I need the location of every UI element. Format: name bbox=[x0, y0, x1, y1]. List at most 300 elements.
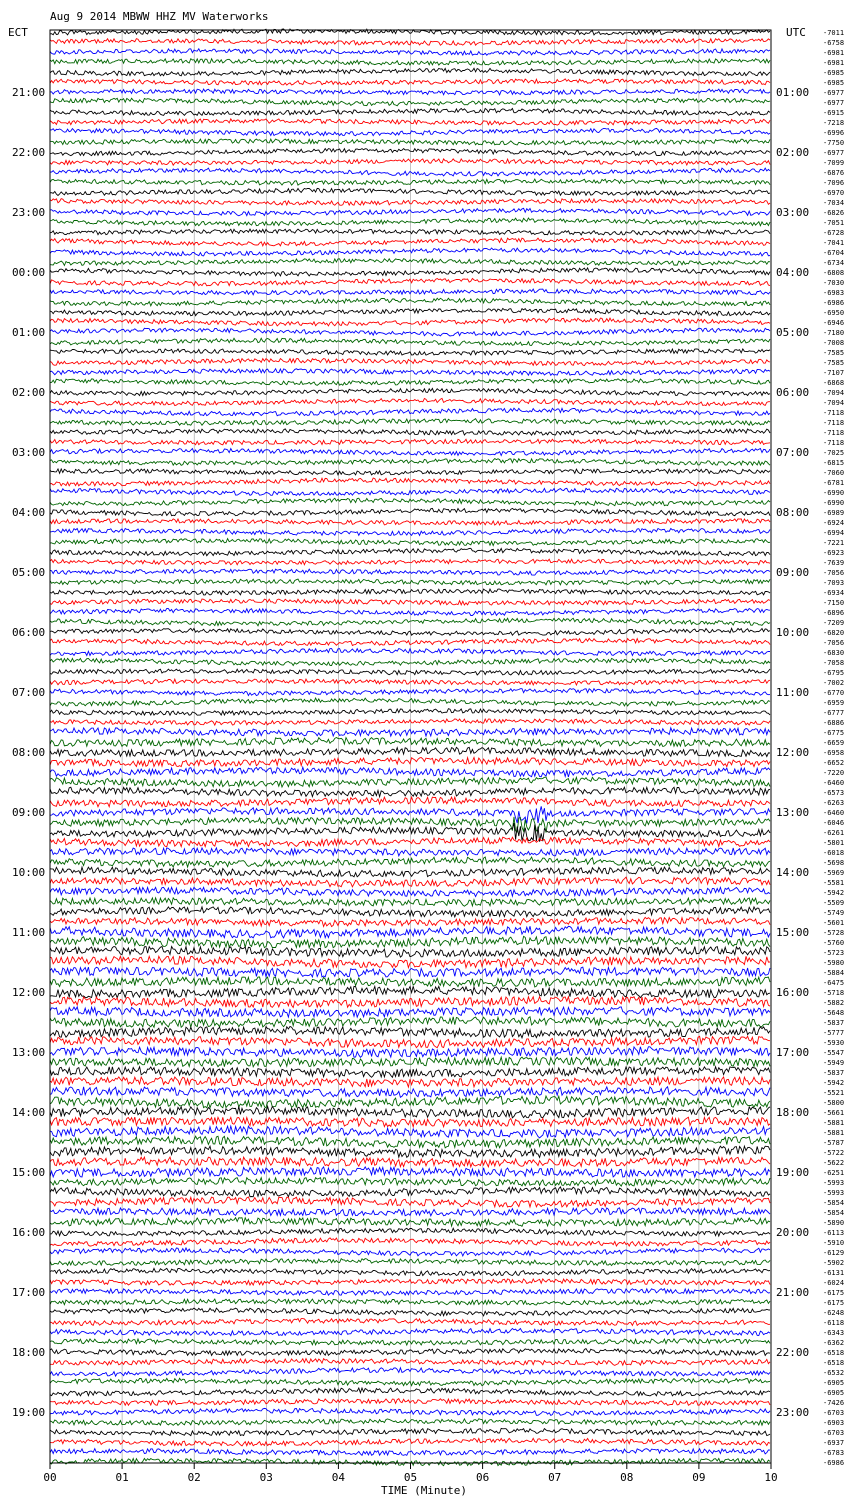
trace-line bbox=[50, 529, 770, 536]
trace-line bbox=[50, 1299, 770, 1305]
left-hour-label: 14:00 bbox=[12, 1106, 46, 1119]
x-tick-label: 05 bbox=[403, 1471, 418, 1484]
trace-value-label: -5980 bbox=[823, 959, 845, 967]
chart-title: Aug 9 2014 MBWW HHZ MV Waterworks bbox=[50, 10, 269, 23]
trace-value-label: -5622 bbox=[823, 1159, 845, 1167]
trace-line bbox=[50, 1449, 770, 1456]
trace-line bbox=[50, 1438, 770, 1446]
trace-value-label: -7107 bbox=[823, 369, 845, 377]
trace-line bbox=[50, 218, 770, 226]
trace-line bbox=[50, 338, 770, 345]
trace-value-label: -6795 bbox=[823, 669, 845, 677]
trace-value-label: -5854 bbox=[823, 1199, 845, 1207]
trace-line bbox=[50, 109, 770, 116]
right-hour-label: 21:00 bbox=[776, 1286, 810, 1299]
right-hour-label: 05:00 bbox=[776, 326, 810, 339]
trace-line bbox=[50, 1339, 770, 1345]
trace-value-label: -6781 bbox=[823, 479, 845, 487]
trace-line bbox=[50, 279, 770, 286]
left-hour-label: 11:00 bbox=[12, 926, 46, 939]
trace-value-label: -5718 bbox=[823, 989, 845, 997]
right-hour-label: 04:00 bbox=[776, 266, 810, 279]
trace-line bbox=[50, 936, 770, 947]
trace-value-label: -5648 bbox=[823, 1009, 845, 1017]
trace-line bbox=[50, 857, 770, 867]
trace-value-label: -6868 bbox=[823, 379, 845, 387]
trace-line bbox=[50, 1259, 770, 1266]
trace-line bbox=[50, 877, 770, 887]
trace-value-label: -6989 bbox=[823, 509, 845, 517]
trace-line bbox=[50, 328, 770, 336]
trace-value-label: -7118 bbox=[823, 429, 845, 437]
trace-value-label: -6734 bbox=[823, 259, 845, 267]
trace-line bbox=[50, 1087, 770, 1098]
x-tick-label: 00 bbox=[43, 1471, 57, 1484]
trace-value-label: -6958 bbox=[823, 749, 845, 757]
left-hour-label: 03:00 bbox=[12, 446, 46, 459]
trace-line bbox=[50, 956, 770, 967]
trace-value-label: -5910 bbox=[823, 1239, 845, 1247]
left-hour-label: 16:00 bbox=[12, 1226, 46, 1239]
trace-value-label: -6532 bbox=[823, 1369, 845, 1377]
trace-value-label: -7585 bbox=[823, 349, 845, 357]
trace-line bbox=[50, 1349, 770, 1356]
trace-line bbox=[50, 439, 770, 445]
trace-line bbox=[50, 569, 770, 575]
trace-line bbox=[50, 1146, 770, 1157]
trace-value-label: -6518 bbox=[823, 1349, 845, 1357]
trace-line bbox=[50, 359, 770, 366]
trace-line bbox=[50, 308, 770, 315]
trace-value-label: -6783 bbox=[823, 1449, 845, 1457]
trace-value-label: -6659 bbox=[823, 739, 845, 747]
trace-line bbox=[50, 1057, 770, 1067]
trace-value-label: -6986 bbox=[823, 1459, 845, 1467]
trace-value-label: -5661 bbox=[823, 1109, 845, 1117]
x-tick-label: 09 bbox=[692, 1471, 706, 1484]
trace-value-label: -7220 bbox=[823, 769, 845, 777]
trace-value-label: -6815 bbox=[823, 459, 845, 467]
trace-value-label: -5837 bbox=[823, 1019, 845, 1027]
trace-line bbox=[50, 689, 770, 696]
trace-line bbox=[50, 1359, 770, 1366]
trace-line bbox=[50, 837, 770, 846]
left-hour-label: 09:00 bbox=[12, 806, 46, 819]
trace-value-label: -6905 bbox=[823, 1389, 845, 1397]
trace-line bbox=[50, 728, 770, 736]
trace-value-label: -5837 bbox=[823, 1069, 845, 1077]
trace-line bbox=[50, 98, 770, 106]
trace-line bbox=[50, 589, 770, 595]
trace-line bbox=[50, 519, 770, 525]
trace-line bbox=[50, 669, 770, 675]
trace-line bbox=[50, 1096, 770, 1108]
trace-line bbox=[50, 1329, 770, 1336]
trace-line bbox=[50, 1136, 770, 1148]
trace-line bbox=[50, 817, 770, 833]
right-hour-label: 18:00 bbox=[776, 1106, 810, 1119]
trace-value-label: -6959 bbox=[823, 699, 845, 707]
trace-line bbox=[50, 1419, 770, 1426]
trace-line bbox=[50, 179, 770, 185]
trace-value-label: -6820 bbox=[823, 629, 845, 637]
trace-value-label: -6113 bbox=[823, 1229, 845, 1237]
trace-value-label: -5722 bbox=[823, 1149, 845, 1157]
trace-value-label: -5942 bbox=[823, 1079, 845, 1087]
trace-line bbox=[50, 848, 770, 856]
trace-value-label: -6903 bbox=[823, 1419, 845, 1427]
trace-value-label: -7118 bbox=[823, 439, 845, 447]
trace-line bbox=[50, 548, 770, 555]
trace-value-label: -6985 bbox=[823, 69, 845, 77]
right-hour-label: 01:00 bbox=[776, 86, 810, 99]
trace-line bbox=[50, 1208, 770, 1216]
trace-line bbox=[50, 238, 770, 246]
trace-line bbox=[50, 268, 770, 276]
trace-value-label: -7218 bbox=[823, 119, 845, 127]
left-hour-label: 21:00 bbox=[12, 86, 46, 99]
trace-value-label: -5509 bbox=[823, 899, 845, 907]
trace-line bbox=[50, 208, 770, 216]
trace-line bbox=[50, 579, 770, 585]
right-hour-label: 14:00 bbox=[776, 866, 810, 879]
right-hour-label: 09:00 bbox=[776, 566, 810, 579]
trace-line bbox=[50, 388, 770, 395]
trace-line bbox=[50, 369, 770, 376]
x-tick-label: 07 bbox=[548, 1471, 562, 1484]
trace-value-label: -6946 bbox=[823, 319, 845, 327]
trace-line bbox=[50, 1126, 770, 1138]
trace-line bbox=[50, 119, 770, 125]
trace-line bbox=[50, 539, 770, 546]
trace-value-label: -6518 bbox=[823, 1359, 845, 1367]
trace-value-label: -7585 bbox=[823, 359, 845, 367]
trace-line bbox=[50, 1388, 770, 1396]
trace-line bbox=[50, 977, 770, 987]
trace-value-label: -6905 bbox=[823, 1379, 845, 1387]
trace-value-label: -7058 bbox=[823, 659, 845, 667]
trace-line bbox=[50, 618, 770, 626]
trace-line bbox=[50, 79, 770, 85]
trace-value-label: -7011 bbox=[823, 29, 845, 37]
trace-value-label: -6251 bbox=[823, 1169, 845, 1177]
trace-value-label: -7118 bbox=[823, 409, 845, 417]
trace-value-label: -5698 bbox=[823, 859, 845, 867]
trace-value-label: -6704 bbox=[823, 249, 845, 257]
left-hour-label: 12:00 bbox=[12, 986, 46, 999]
x-tick-label: 03 bbox=[259, 1471, 273, 1484]
trace-value-label: -5581 bbox=[823, 879, 845, 887]
trace-value-label: -6703 bbox=[823, 1409, 845, 1417]
trace-value-label: -5902 bbox=[823, 1259, 845, 1267]
trace-line bbox=[50, 1399, 770, 1406]
x-tick-label: 01 bbox=[115, 1471, 129, 1484]
trace-value-label: -6261 bbox=[823, 829, 845, 837]
trace-line bbox=[50, 777, 770, 787]
trace-line bbox=[50, 1428, 770, 1435]
trace-value-label: -6896 bbox=[823, 609, 845, 617]
trace-value-label: -6362 bbox=[823, 1339, 845, 1347]
trace-line bbox=[50, 349, 770, 355]
trace-line bbox=[50, 698, 770, 706]
seismic-traces bbox=[50, 29, 770, 1466]
x-axis-ticks bbox=[50, 1463, 771, 1469]
trace-value-label: -6950 bbox=[823, 309, 845, 317]
trace-value-label: -5787 bbox=[823, 1139, 845, 1147]
trace-line bbox=[50, 188, 770, 195]
trace-value-label: -7002 bbox=[823, 679, 845, 687]
trace-value-label: -6175 bbox=[823, 1299, 845, 1307]
trace-line bbox=[50, 1319, 770, 1326]
trace-line bbox=[50, 609, 770, 616]
trace-line bbox=[50, 459, 770, 466]
trace-value-label: -7426 bbox=[823, 1399, 845, 1407]
trace-line bbox=[50, 907, 770, 917]
trace-value-label: -5993 bbox=[823, 1179, 845, 1187]
trace-value-label: -7060 bbox=[823, 469, 845, 477]
left-timezone-label: ECT bbox=[8, 26, 28, 39]
trace-line bbox=[50, 478, 770, 486]
trace-line bbox=[50, 1017, 770, 1028]
trace-line bbox=[50, 1117, 770, 1127]
trace-line bbox=[50, 649, 770, 656]
trace-line bbox=[50, 1007, 770, 1017]
trace-value-label: -7093 bbox=[823, 579, 845, 587]
trace-line bbox=[50, 1047, 770, 1058]
trace-line bbox=[50, 787, 770, 797]
left-hour-label: 00:00 bbox=[12, 266, 46, 279]
trace-value-label: -5800 bbox=[823, 1099, 845, 1107]
trace-value-label: -7096 bbox=[823, 179, 845, 187]
trace-value-label: -6046 bbox=[823, 819, 845, 827]
trace-value-label: -7099 bbox=[823, 159, 845, 167]
trace-value-label: -5930 bbox=[823, 1039, 845, 1047]
trace-value-label: -6876 bbox=[823, 169, 845, 177]
trace-value-label: -5882 bbox=[823, 999, 845, 1007]
trace-line bbox=[50, 638, 770, 645]
trace-value-label: -5777 bbox=[823, 1029, 845, 1037]
trace-value-label: -7209 bbox=[823, 619, 845, 627]
trace-line bbox=[50, 1077, 770, 1087]
trace-value-label: -6770 bbox=[823, 689, 845, 697]
trace-value-label: -5723 bbox=[823, 949, 845, 957]
right-hour-label: 23:00 bbox=[776, 1406, 810, 1419]
trace-value-label: -6758 bbox=[823, 39, 845, 47]
trace-line bbox=[50, 926, 770, 938]
left-hour-label: 07:00 bbox=[12, 686, 46, 699]
trace-value-label: -6923 bbox=[823, 549, 845, 557]
trace-line bbox=[50, 747, 770, 756]
trace-line bbox=[50, 248, 770, 256]
left-hour-label: 06:00 bbox=[12, 626, 46, 639]
trace-value-label: -7030 bbox=[823, 279, 845, 287]
trace-line bbox=[50, 1308, 770, 1316]
trace-value-label: -6460 bbox=[823, 809, 845, 817]
trace-line bbox=[50, 1268, 770, 1275]
trace-value-label: -7180 bbox=[823, 329, 845, 337]
trace-value-label: -5942 bbox=[823, 889, 845, 897]
trace-line bbox=[50, 159, 770, 165]
trace-line bbox=[50, 419, 770, 426]
left-hour-label: 23:00 bbox=[12, 206, 46, 219]
right-hour-label: 07:00 bbox=[776, 446, 810, 459]
trace-line bbox=[50, 318, 770, 326]
trace-value-label: -5749 bbox=[823, 909, 845, 917]
trace-line bbox=[50, 559, 770, 565]
trace-line bbox=[50, 867, 770, 877]
trace-value-label: -5601 bbox=[823, 919, 845, 927]
trace-value-label: -6652 bbox=[823, 759, 845, 767]
trace-value-label: -6981 bbox=[823, 49, 845, 57]
left-hour-label: 19:00 bbox=[12, 1406, 46, 1419]
trace-value-label: -5949 bbox=[823, 1059, 845, 1067]
trace-value-label: -6986 bbox=[823, 299, 845, 307]
trace-value-label: -6985 bbox=[823, 79, 845, 87]
left-hour-label: 08:00 bbox=[12, 746, 46, 759]
trace-value-label: -6573 bbox=[823, 789, 845, 797]
trace-line bbox=[50, 449, 770, 456]
trace-line bbox=[50, 709, 770, 716]
x-tick-label: 04 bbox=[331, 1471, 346, 1484]
trace-line bbox=[50, 1218, 770, 1227]
trace-line bbox=[50, 1187, 770, 1197]
left-hour-label: 13:00 bbox=[12, 1046, 46, 1059]
trace-line bbox=[50, 887, 770, 896]
right-hour-label: 13:00 bbox=[776, 806, 810, 819]
trace-value-label: -6981 bbox=[823, 59, 845, 67]
trace-value-label: -5854 bbox=[823, 1209, 845, 1217]
trace-value-label: -7056 bbox=[823, 569, 845, 577]
left-hour-label: 15:00 bbox=[12, 1166, 46, 1179]
trace-value-label: -6018 bbox=[823, 849, 845, 857]
left-hour-label: 02:00 bbox=[12, 386, 46, 399]
trace-line bbox=[50, 658, 770, 665]
left-hour-label: 10:00 bbox=[12, 866, 46, 879]
trace-value-label: -5890 bbox=[823, 1219, 845, 1227]
trace-line bbox=[50, 797, 770, 807]
trace-line bbox=[50, 429, 770, 435]
trace-value-label: -6118 bbox=[823, 1319, 845, 1327]
trace-value-label: -6977 bbox=[823, 89, 845, 97]
right-timezone-label: UTC bbox=[786, 26, 806, 39]
trace-value-label: -6343 bbox=[823, 1329, 845, 1337]
trace-value-label: -7094 bbox=[823, 389, 845, 397]
left-hour-label: 04:00 bbox=[12, 506, 46, 519]
right-hour-label: 11:00 bbox=[776, 686, 810, 699]
trace-line bbox=[50, 738, 770, 747]
x-axis-title: TIME (Minute) bbox=[380, 1484, 468, 1497]
left-hour-label: 22:00 bbox=[12, 146, 46, 159]
trace-line bbox=[50, 1027, 770, 1038]
trace-value-label: -6475 bbox=[823, 979, 845, 987]
trace-line bbox=[50, 1106, 770, 1118]
trace-value-label: -5801 bbox=[823, 839, 845, 847]
x-tick-label: 02 bbox=[187, 1471, 201, 1484]
trace-line bbox=[50, 1368, 770, 1376]
trace-value-label: -6728 bbox=[823, 229, 845, 237]
trace-value-label: -6983 bbox=[823, 289, 845, 297]
right-hour-label: 08:00 bbox=[776, 506, 810, 519]
trace-line bbox=[50, 398, 770, 405]
trace-value-label: -6175 bbox=[823, 1289, 845, 1297]
trace-line bbox=[50, 199, 770, 206]
right-hour-label: 15:00 bbox=[776, 926, 810, 939]
trace-value-label: -5521 bbox=[823, 1089, 845, 1097]
x-tick-labels bbox=[43, 1471, 777, 1484]
trace-line bbox=[50, 488, 770, 495]
trace-line bbox=[50, 1228, 770, 1236]
trace-value-label: -7094 bbox=[823, 399, 845, 407]
trace-line bbox=[50, 89, 770, 95]
trace-line bbox=[50, 599, 770, 605]
trace-value-label: -5969 bbox=[823, 869, 845, 877]
trace-value-label: -7750 bbox=[823, 139, 845, 147]
trace-line bbox=[50, 168, 770, 176]
trace-line bbox=[50, 128, 770, 135]
trace-line bbox=[50, 1178, 770, 1187]
trace-line bbox=[50, 229, 770, 235]
trace-value-label: -5728 bbox=[823, 929, 845, 937]
trace-value-label: -7025 bbox=[823, 449, 845, 457]
right-hour-label: 16:00 bbox=[776, 986, 810, 999]
trace-line bbox=[50, 379, 770, 386]
trace-line bbox=[50, 298, 770, 306]
trace-line bbox=[50, 898, 770, 906]
trace-value-label: -6460 bbox=[823, 779, 845, 787]
trace-value-label: -6263 bbox=[823, 799, 845, 807]
trace-value-label: -5881 bbox=[823, 1119, 845, 1127]
trace-line bbox=[50, 1378, 770, 1385]
trace-value-label: -5884 bbox=[823, 969, 845, 977]
trace-value-labels bbox=[823, 29, 844, 1467]
trace-value-label: -7118 bbox=[823, 419, 845, 427]
trace-line bbox=[50, 59, 770, 65]
x-tick-label: 10 bbox=[764, 1471, 778, 1484]
left-hour-labels bbox=[12, 86, 45, 1419]
trace-value-label: -7150 bbox=[823, 599, 845, 607]
trace-value-label: -6129 bbox=[823, 1249, 845, 1257]
trace-line bbox=[50, 628, 770, 635]
trace-line bbox=[50, 758, 770, 767]
trace-line bbox=[50, 49, 770, 55]
trace-value-label: -6830 bbox=[823, 649, 845, 657]
trace-line bbox=[50, 767, 770, 777]
trace-value-label: -6703 bbox=[823, 1429, 845, 1437]
x-tick-label: 08 bbox=[620, 1471, 634, 1484]
trace-value-label: -6977 bbox=[823, 99, 845, 107]
trace-line bbox=[50, 1197, 770, 1207]
trace-line bbox=[50, 997, 770, 1008]
trace-value-label: -5993 bbox=[823, 1189, 845, 1197]
right-hour-label: 17:00 bbox=[776, 1046, 810, 1059]
trace-value-label: -6994 bbox=[823, 529, 845, 537]
trace-value-label: -6977 bbox=[823, 149, 845, 157]
trace-value-label: -5547 bbox=[823, 1049, 845, 1057]
right-hour-labels bbox=[776, 86, 809, 1419]
trace-line bbox=[50, 498, 770, 506]
left-hour-label: 01:00 bbox=[12, 326, 46, 339]
trace-value-label: -6996 bbox=[823, 129, 845, 137]
left-hour-label: 05:00 bbox=[12, 566, 46, 579]
trace-line bbox=[50, 259, 770, 266]
right-hour-label: 19:00 bbox=[776, 1166, 810, 1179]
trace-value-label: -5881 bbox=[823, 1129, 845, 1137]
trace-value-label: -7639 bbox=[823, 559, 845, 567]
right-hour-label: 06:00 bbox=[776, 386, 810, 399]
trace-line bbox=[50, 917, 770, 926]
trace-line bbox=[50, 1289, 770, 1296]
trace-line bbox=[50, 408, 770, 416]
